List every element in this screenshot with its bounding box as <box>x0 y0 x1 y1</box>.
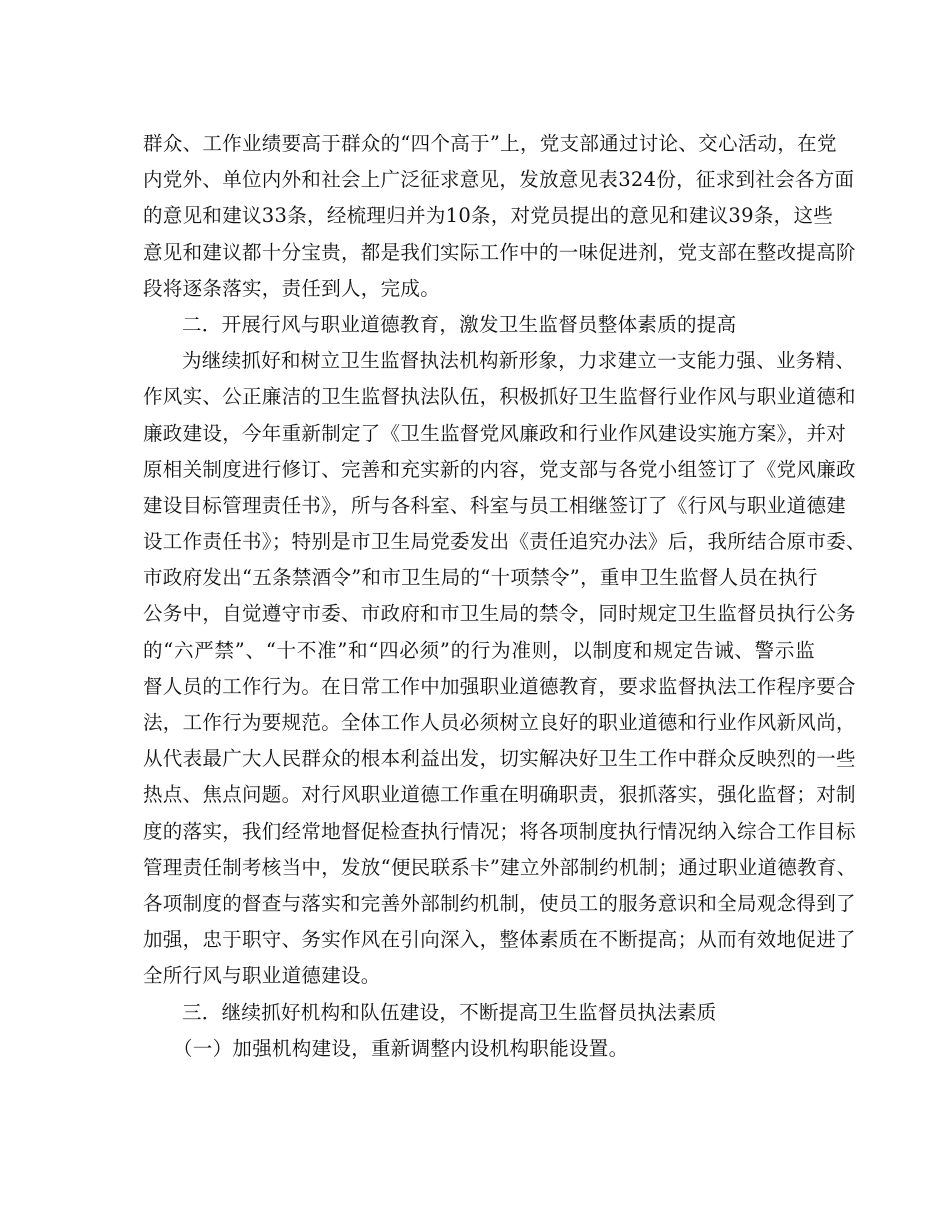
text-line: 群众、工作业绩要高于群众的“四个高于”上，党支部通过讨论、交心活动，在党 <box>143 132 837 155</box>
text-line: 各项制度的督查与落实和完善外部制约机制，使员工的服务意识和全局观念得到了 <box>143 891 856 915</box>
text-line: 建设目标管理责任书》，所与各科室、科室与员工相继签订了《行风与职业道德建 <box>143 493 847 517</box>
text-line: 从代表最广大人民群众的根本利益出发，切实解决好卫生工作中群众反映烈的一些 <box>143 747 856 771</box>
text-line: 内党外、单位内外和社会上广泛征求意见，发放意见表324份，征求到社会各方面 <box>143 168 855 192</box>
body-text <box>143 126 866 1067</box>
text-line: 为继续抓好和树立卫生监督执法机构新形象，力求建立一支能力强、业务精、 <box>182 349 856 373</box>
text-line: 的“六严禁”、“十不准”和“四必须”的行为准则，以制度和规定告诫、警示监 <box>143 638 815 662</box>
text-line: 意见和建议都十分宝贵，都是我们实际工作中的一味促进剂，党支部在整改提高阶 <box>143 240 856 264</box>
text-line: 全所行风与职业道德建设。 <box>143 964 381 988</box>
text-line: 廉政建设，今年重新制定了《卫生监督党风廉政和行业作风建设实施方案》，并对 <box>143 421 847 445</box>
text-line: 督人员的工作行为。在日常工作中加强职业道德教育，要求监督执法工作程序要合 <box>143 674 856 698</box>
section-heading: 二．开展行风与职业道德教育，激发卫生监督员整体素质的提高 <box>182 312 737 336</box>
text-line: 市政府发出“五条禁酒令”和市卫生局的“十项禁令”，重申卫生监督人员在执行 <box>143 566 818 590</box>
text-line: 段将逐条落实，责任到人，完成。 <box>143 276 441 300</box>
text-line: 管理责任制考核当中，发放“便民联系卡”建立外部制约机制；通过职业道德教育、 <box>143 855 857 879</box>
subsection-heading: （一）加强机构建设，重新调整内设机构职能设置。 <box>173 1036 629 1060</box>
text-line: 公务中，自觉遵守市委、市政府和市卫生局的禁令，同时规定卫生监督员执行公务 <box>143 602 856 626</box>
text-line: 法，工作行为要规范。全体工作人员必须树立良好的职业道德和行业作风新风尚， <box>143 711 856 734</box>
text-line: 作风实、公正廉洁的卫生监督执法队伍，积极抓好卫生监督行业作风与职业道德和 <box>143 385 856 409</box>
text-line: 原相关制度进行修订、完善和充实新的内容，党支部与各党小组签订了《党风廉政 <box>143 457 856 481</box>
text-line: 加强，忠于职守、务实作风在引向深入，整体素质在不断提高；从而有效地促进了 <box>143 928 856 952</box>
text-line: 的意见和建议33条，经梳理归并为10条，对党员提出的意见和建议39条，这些 <box>143 204 834 228</box>
section-heading: 三．继续抓好机构和队伍建设，不断提高卫生监督员执法素质 <box>182 1000 717 1024</box>
text-line: 热点、焦点问题。对行风职业道德工作重在明确职责，狠抓落实，强化监督；对制 <box>143 783 856 807</box>
text-line: 设工作责任书》；特别是市卫生局党委发出《责任追究办法》后，我所结合原市委、 <box>143 530 866 554</box>
text-line: 度的落实，我们经常地督促检查执行情况；将各项制度执行情况纳入综合工作目标 <box>143 819 856 843</box>
